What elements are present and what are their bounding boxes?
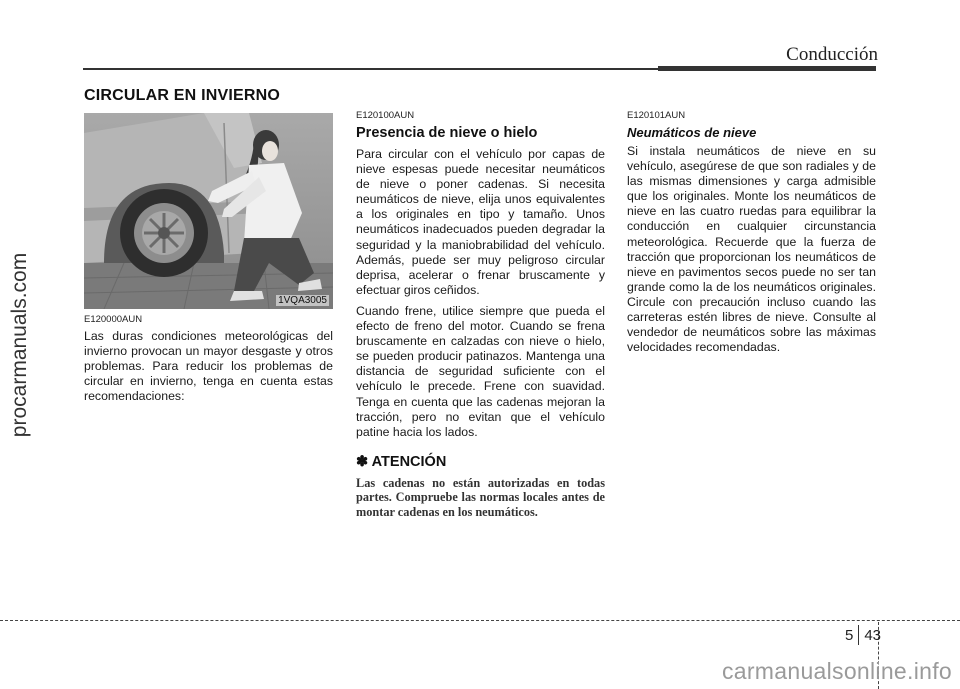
snow-ice-paragraph-2: Cuando frene, utilice siempre que pueda el efecto de freno del motor. Cuando se frena bruscamente en calzadas con nieve o hielo, se pueden producir patinazos. Mantenga una distancia de seguridad suficiente con el vehículo le precede. Frene con suavidad. Tenga en cuenta que las cadenas mejoran la tracción, pero no evitan que el vehículo patine hacia los lados. (356, 303, 605, 439)
section-code: E120100AUN (356, 110, 415, 121)
side-watermark-text: procarmanuals.com (8, 252, 31, 437)
tire-illustration (84, 113, 333, 309)
side-watermark (2, 0, 38, 689)
footer-rule (0, 620, 960, 621)
snow-ice-paragraph-1: Para circular con el vehículo por capas de nieve espesas puede necesitar neumáticos de nieve o poner cadenas. Si necesita neumáticos de nieve, elija unos equivalentes a los originales en tipo y tamaño. Unos neumáticos inadecuados pueden degradar la seguridad y la maniobrabilidad del vehículo. Además, puede ser muy peligroso circular deprisa, acelerar o frenar bruscamente y efectuar giros ceñidos. (356, 147, 605, 297)
figure-code: 1VQA3005 (278, 295, 327, 306)
page-number (845, 627, 881, 645)
page-number-value: 43 (864, 627, 881, 644)
bottom-watermark: carmanualsonline.info (721, 658, 952, 684)
section-code: E120000AUN (84, 314, 143, 325)
snow-ice-heading: Presencia de nieve o hielo (356, 125, 538, 141)
snow-tires-heading: Neumáticos de nieve (627, 125, 757, 140)
warning-title: ✽ ATENCIÓN (356, 453, 447, 470)
warning-text: Las cadenas no están autorizadas en todas partes. Compruebe las normas locales antes de montar cadenas en los neumáticos. (356, 475, 605, 519)
intro-column (84, 314, 333, 410)
header-rule-accent (658, 66, 876, 71)
intro-paragraph: Las duras condiciones meteorológicas del invierno provocan un mayor desgaste y otros problemas. Para reducir los problemas de circular en invierno, tenga en cuenta estas recomendaciones: (84, 329, 333, 404)
snow-tires-column (627, 110, 876, 361)
section-heading: CIRCULAR EN INVIERNO (84, 87, 281, 104)
snow-ice-column (356, 110, 605, 520)
snow-tires-paragraph: Si instala neumáticos de nieve en su vehículo, asegúrese de que son radiales y de las mismas dimensiones y carga admisible que los originales. Monte los neumáticos de nieve en las cuatro ruedas para equilibrar la conducción en cualquier circunstancia meteorológica. Recuerde que la fuerza de tracción que proporcionan los neumáticos de nieve en pavimentos secos puede no ser tan grande como la de los neumáticos originales. Circule con precaución incluso cuando las carreteras estén libres de nieve. Consulte al vendedor de neumáticos sobre las máximas velocidades recomendadas. (627, 144, 876, 355)
chapter-number: 5 (844, 627, 854, 644)
chapter-title: Conducción (786, 44, 878, 65)
section-code: E120101AUN (627, 110, 686, 121)
woman-checking-tire-illustration (84, 113, 333, 309)
